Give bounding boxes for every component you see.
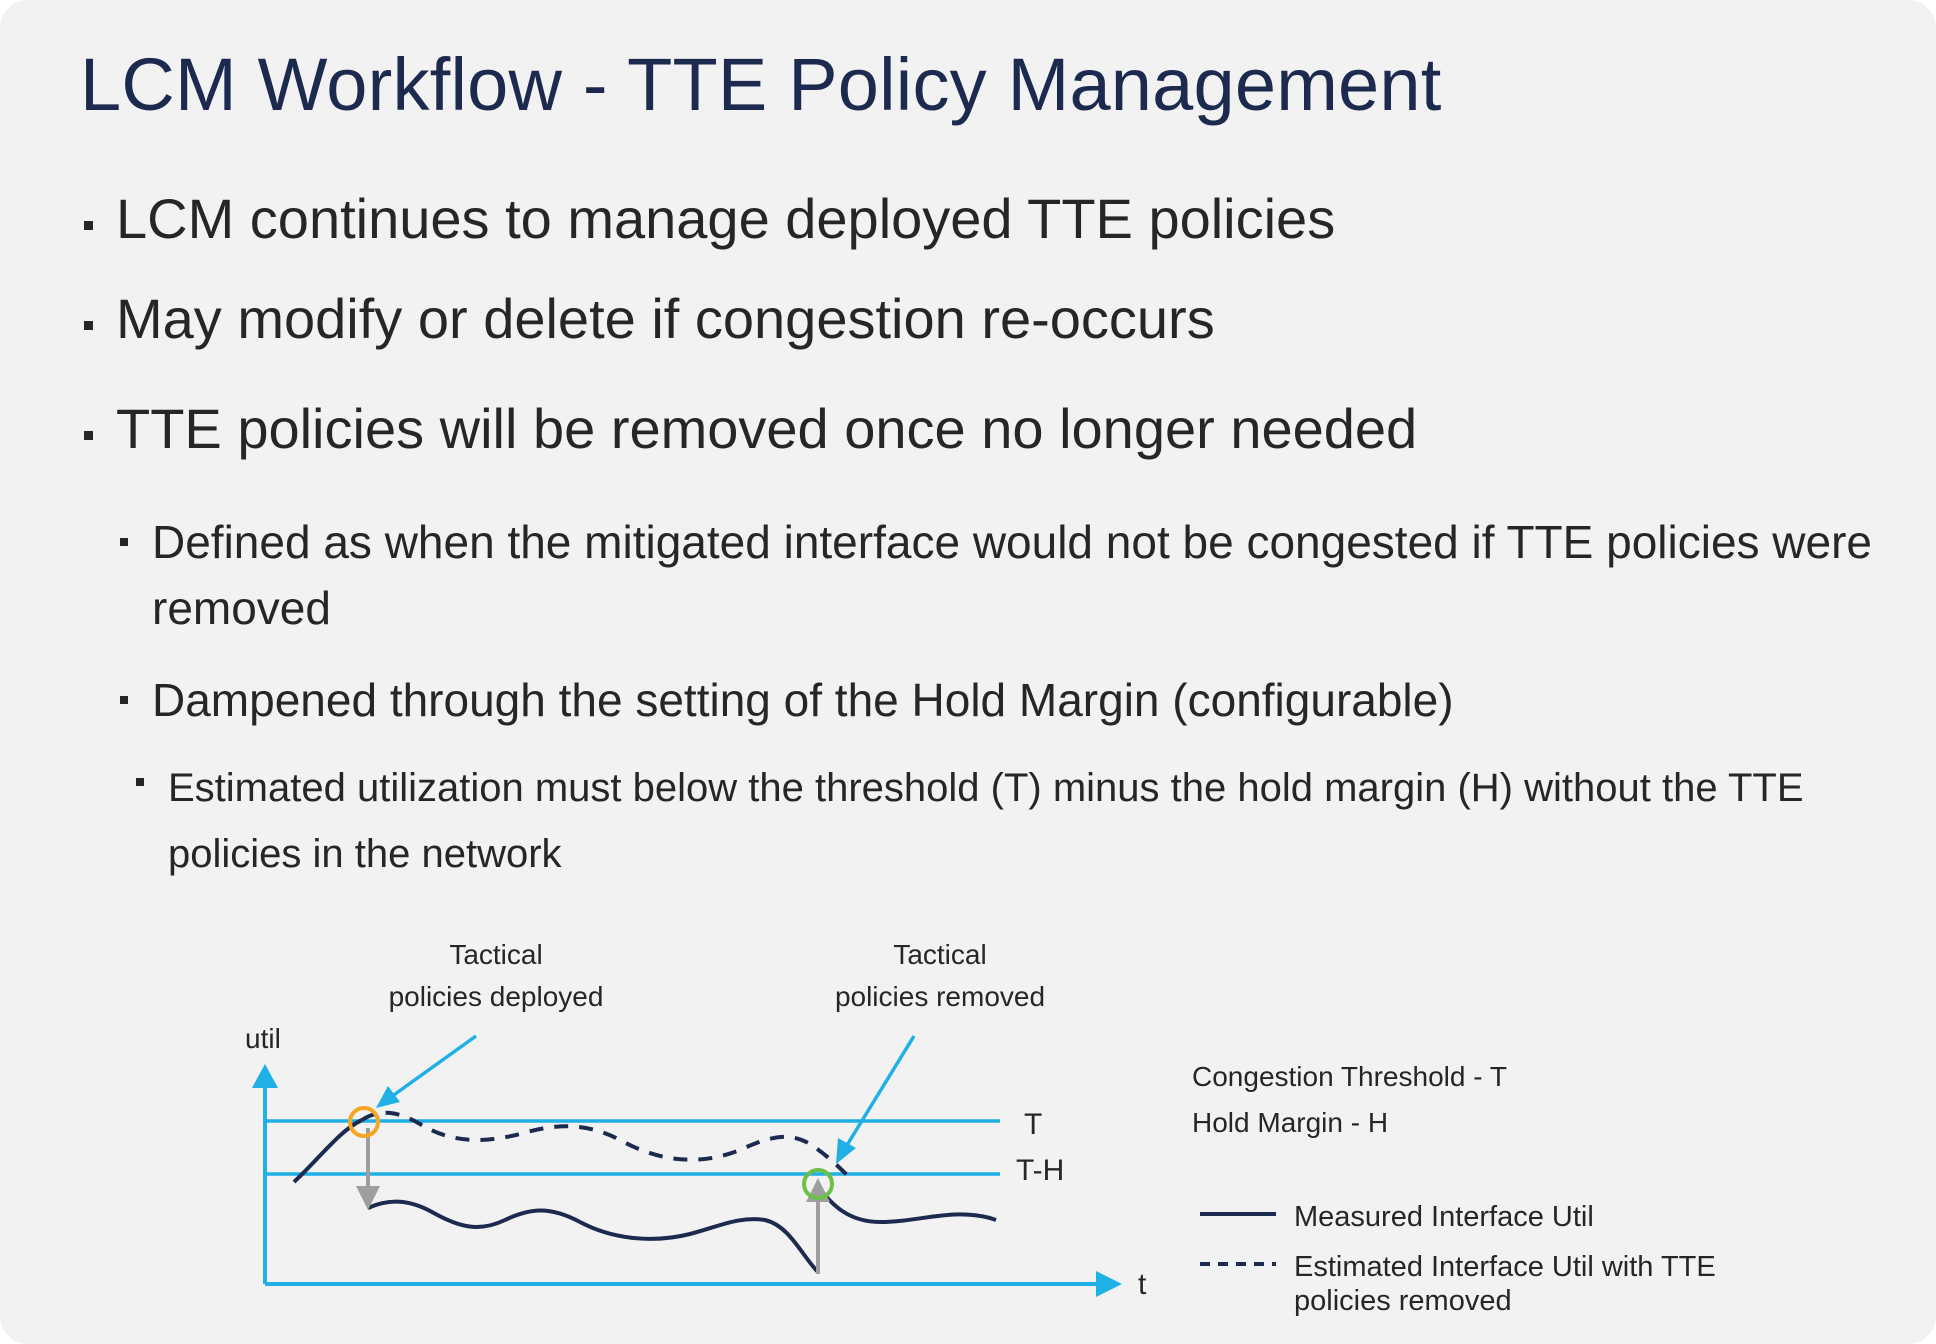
callout-removed-arrow-line [844, 1036, 914, 1150]
bullet-level3 [136, 755, 1876, 887]
deployed-marker-icon [350, 1108, 378, 1136]
bullet-level1 [84, 186, 1336, 251]
bullet-level2 [120, 667, 1880, 733]
bullet-text: Dampened through the setting of the Hold Margin (configurable) [152, 674, 1454, 726]
bullet-marker-icon [84, 431, 93, 440]
rise-arrow-icon [806, 1178, 830, 1202]
legend-measured-label: Measured Interface Util [1294, 1201, 1594, 1233]
callout-deployed-arrow-line [384, 1036, 476, 1102]
key-hold-margin: Hold Margin - H [1192, 1107, 1389, 1138]
bullet-marker-icon [84, 321, 93, 330]
y-axis-label: util [245, 1023, 281, 1054]
bullet-level1 [84, 286, 1215, 351]
legend-estimated-label-line1: Estimated Interface Util with TTE [1294, 1251, 1716, 1283]
removed-marker-icon [804, 1170, 832, 1198]
callout-removed-line2: policies removed [834, 981, 1046, 1012]
measured-util-curve-deployed [368, 1202, 818, 1272]
bullet-level1 [84, 396, 1418, 461]
x-axis-label: t [1138, 1268, 1147, 1301]
measured-util-curve-rise [294, 1120, 362, 1182]
slide-title: LCM Workflow - TTE Policy Management [80, 43, 1442, 126]
bullet-text: Defined as when the mitigated interface would not be congested if TTE policies were removed [152, 516, 1873, 634]
callout-deployed-line1: Tactical [449, 939, 543, 970]
bullet-text: May modify or delete if congestion re-occurs [116, 287, 1215, 350]
x-axis-arrow-icon [1096, 1271, 1122, 1297]
callout-deployed-arrow-icon [376, 1086, 400, 1108]
bullet-marker-icon [84, 221, 93, 230]
legend-estimated-label-line2: policies removed [1294, 1285, 1512, 1317]
callout-removed-arrow-icon [836, 1138, 856, 1164]
bullet-text: TTE policies will be removed once no longer needed [116, 397, 1418, 460]
y-axis-arrow-icon [252, 1064, 278, 1088]
callout-deployed-line2: policies deployed [388, 981, 604, 1012]
bullet-text: LCM continues to manage deployed TTE policies [116, 187, 1336, 250]
bullet-marker-icon [120, 696, 128, 704]
threshold-label: T [1024, 1108, 1043, 1141]
measured-util-curve-removed [818, 1186, 996, 1222]
bullet-marker-icon [120, 538, 128, 546]
estimated-util-curve [362, 1113, 852, 1180]
bullet-text: Estimated utilization must below the threshold (T) minus the hold margin (H) without the TTE policies in the network [168, 766, 1804, 876]
bullet-marker-icon [136, 778, 144, 786]
bullet-level2 [120, 509, 1880, 641]
callout-removed-line1: Tactical [893, 939, 987, 970]
drop-arrow-icon [356, 1186, 380, 1210]
hold-margin-label: T-H [1016, 1154, 1065, 1187]
key-threshold: Congestion Threshold - T [1192, 1061, 1507, 1092]
